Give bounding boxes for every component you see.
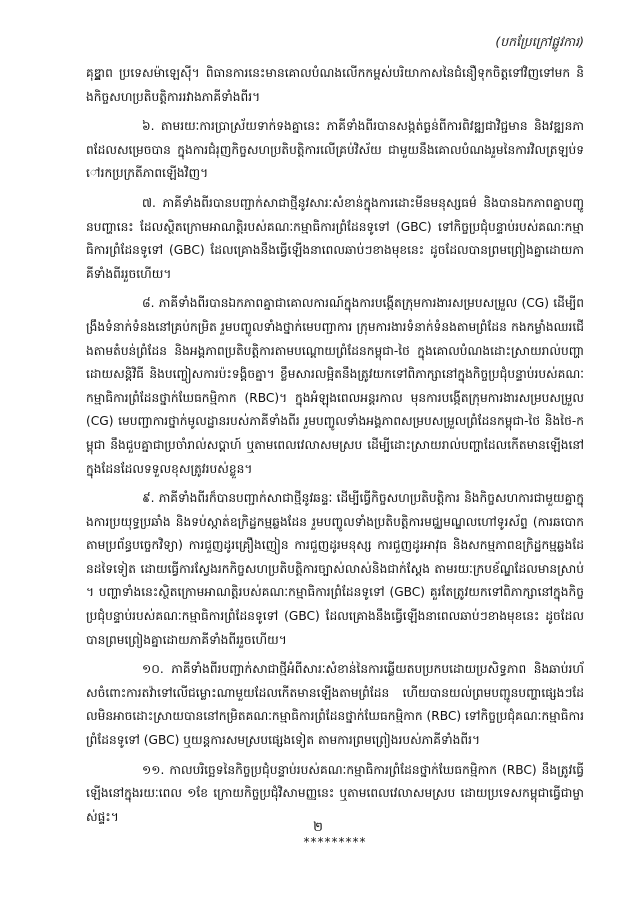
paragraph-11: ១១. កាលបរិច្ឆេទនៃកិច្ចប្រជុំបន្ទាប់របស់គណៈកម្មាធិការព្រំដែនថ្នាក់ឃែធកម្មិកាក (RBC) នឹងត្រូវធ្វើឡើងនៅក្នុងរយៈពេល ១ខែ ក្រោយកិច្ចប្រជុំវិសាមញ្ញនេះ ឬតាមពេលវេលាសមស្រប ដោយប្រទេសកម្ពុជាធ្វើជាម្ចាស់ផ្ទះ។ <box>86 762 584 824</box>
paragraph-8: ៨. ភាគីទាំងពីរបានឯកភាពគ្នាជាគោលការណ៍ក្នុងការបង្កើតក្រុមការងារសម្របសម្រួល (CG) ដើម្បីពង្រឹងទំនាក់ទំនងនៅគ្រប់កម្រិត រួមបញ្ចូលទាំងថ្នាក់មេបញ្ជាការ ក្រុមការងារទំនាក់ទំនងតាមព្រំដែន កងកម្លាំងឈរជើងតាមតំបន់ព្រំដែន និងអង្គភាពប្រតិបត្តិការតាមបណ្តោយព្រំដែនកម្ពុជា-ថៃ ក្នុងគោលបំណងដោះស្រាយរាល់បញ្ហាដោយសន្តិវិធី និងបញ្ចៀសការប៉ះទង្គិចគ្នា។ ខ្លឹមសារលម្អិតនឹងត្រូវយកទៅពិភាក្សានៅក្នុងកិច្ចប្រជុំបន្ទាប់របស់គណៈកម្មាធិការព្រំដែនថ្នាក់ឃែធកម្មិកាក (RBC)។ ក្នុងអំឡុងពេលអន្តរកាល មុនការបង្កើតក្រុមការងារសម្របសម្រួល (CG) មេបញ្ជាការថ្នាក់មូលដ្ឋានរបស់ភាគីទាំងពីរ រួមបញ្ចូលទាំងអង្គភាពសម្របសម្រួលព្រំដែនកម្ពុជា-ថៃ និងថៃ-កម្ពុជា នឹងជួបគ្នាជាប្រចាំរាល់សប្តាហ៍ ឬតាមពេលវេលាសមស្រប ដើម្បីដោះស្រាយរាល់បញ្ហាដែលកើតមានឡើងនៅក្នុងដែនដែលទទួលខុសត្រូវរបស់ខ្លួន។ <box>86 296 584 476</box>
paragraph-continuation: គុឌ្ឌ្ភាព ប្រទេសម៉ាឡេស៊ី។ ពិធានការនេះមានគោលបំណងលើកកម្ពស់បរិយាកាសនៃជំនឿទុកចិត្តទៅវិញទៅមក និងកិច្ចសហប្រតិបត្តិការរវាងភាគីទាំងពីរ។ <box>86 66 584 104</box>
paragraph-6: ៦. តាមរយៈការប្រាស្រ័យទាក់ទងគ្នានេះ ភាគីទាំងពីរបានសង្កត់ធ្ងន់ពីការពិវឌ្ឍជាវិជ្ជមាន និងវឌ្ឍនភាពដែលសម្រេចបាន ក្នុងការជំរុញកិច្ចសហប្រតិបត្តិការលើគ្រប់វិស័យ ជាមួយនឹងគោលបំណងរួមនៃការវិលត្រឡប់ទៅរកប្រក្រតីភាពឡើងវិញ។ <box>86 119 584 181</box>
paragraph-10: ១០. ភាគីទាំងពីរបញ្ជាក់សាជាថ្មីអំពីសារៈសំខាន់នៃការឆ្លើយតបប្រកបដោយប្រសិទ្ធភាព និងឆាប់រហ័សចំពោះការតវ៉ាទៅលើជម្លោះណាមួយដែលកើតមានឡើងតាមព្រំដែន ហើយបានយល់ព្រមបញ្ជូនបញ្ហាផ្សេងៗដែលមិនអាចដោះស្រាយបាននៅកម្រិតគណៈកម្មាធិការព្រំដែនថ្នាក់ឃែធកម្មិកាក (RBC) ទៅកិច្ចប្រជុំគណៈកម្មាធិការព្រំដែនទូទៅ (GBC) ឬយន្តការសមស្របផ្សេងទៀត តាមការព្រមព្រៀងរបស់ភាគីទាំងពីរ។ <box>86 662 584 748</box>
paragraph-7: ៧. ភាគីទាំងពីរបានបញ្ជាក់សាជាថ្មីនូវសារៈសំខាន់ក្នុងការដោះមីនមនុស្សធម៌ និងបានឯកភាពគ្នាបញ្ជូនបញ្ហានេះ ដែលស្ថិតក្រោមអាណត្តិរបស់គណៈកម្មាធិការព្រំដែនទូទៅ (GBC) ទៅកិច្ចប្រជុំបន្ទាប់របស់គណៈកម្មាធិការព្រំដែនទូទៅ (GBC) ដែលគ្រោងនឹងធ្វើឡើងនាពេលឆាប់ៗខាងមុខនេះ ដូចដែលបានព្រមព្រៀងគ្នាដោយភាគីទាំងពីររួចហើយ។ <box>86 195 584 281</box>
end-marker: ********* <box>303 835 367 850</box>
paragraph-9: ៩. ភាគីទាំងពីរក៏បានបញ្ជាក់សាជាថ្មីនូវឆន្ទៈ ដើម្បីធ្វើកិច្ចសហប្រតិបត្តិការ និងកិច្ចសហការជាមួយគ្នាក្នុងការប្រយុទ្ធប្រឆាំង និងទប់ស្កាត់ឧក្រិដ្ឋកម្មឆ្លងដែន រួមបញ្ចូលទាំងប្រតិបត្តិការមជ្ឈមណ្ឌលហៅទូរស័ព្ទ (ការឆបោកតាមប្រព័ន្ធបច្ចេកវិទ្យា) ការជួញដូរគ្រឿងញៀន ការជួញដូរមនុស្ស ការជួញដូរអាវុធ និងសកម្មភាពឧក្រិដ្ឋកម្មឆ្លងដែនដទៃទៀត ដោយធ្វើការស្វែងរកកិច្ចសហប្រតិបត្តិការច្បាស់លាស់និងជាក់ស្តែង តាមរយៈក្របខ័ណ្ឌដែលមានស្រាប់។ បញ្ហាទាំងនេះស្ថិតក្រោមអាណត្តិរបស់គណៈកម្មាធិការព្រំដែនទូទៅ (GBC) គួរតែត្រូវយកទៅពិភាក្សានៅក្នុងកិច្ចប្រជុំបន្ទាប់របស់គណៈកម្មាធិការព្រំដែនទូទៅ (GBC) ដែលគ្រោងនឹងធ្វើឡើងនាពេលឆាប់ៗខាងមុខនេះ ដូចដែលបានព្រមព្រៀងគ្នាដោយភាគីទាំងពីររួចហើយ។ <box>86 491 584 647</box>
document-body <box>86 62 584 849</box>
running-header: (បកប្រែក្រៅផ្លូវការ) <box>495 34 584 49</box>
page-number: ២ <box>313 820 323 835</box>
